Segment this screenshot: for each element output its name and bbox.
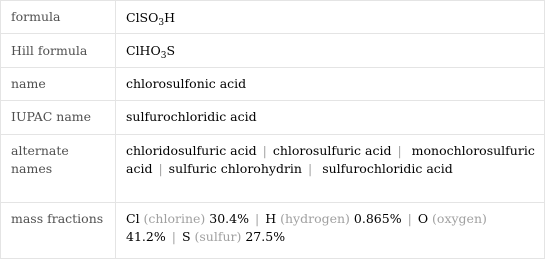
element-symbol: O <box>417 211 429 226</box>
formula-part: ClHO <box>126 43 161 58</box>
row-value-name: chlorosulfonic acid <box>116 68 545 101</box>
mass-fraction-item <box>126 211 249 226</box>
row-label-iupac-name: IUPAC name <box>1 101 116 135</box>
separator: | <box>407 211 412 226</box>
alternate-name: chlorosulfuric acid <box>272 143 392 158</box>
alternate-name: sulfurochloridic acid <box>322 161 453 176</box>
formula-part: H <box>164 10 176 25</box>
mass-fraction-value: 30.4% <box>209 211 249 226</box>
table-row-formula <box>1 1 545 34</box>
alternate-name: chloridosulfuric acid <box>126 143 257 158</box>
row-value-iupac-name: sulfurochloridic acid <box>116 101 545 135</box>
separator: | <box>255 211 260 226</box>
table-row-iupac-name <box>1 101 545 135</box>
mass-fraction-value: 0.865% <box>353 211 402 226</box>
mass-fraction-item <box>265 211 401 226</box>
row-label-name: name <box>1 68 116 101</box>
table-row-hill-formula <box>1 34 545 68</box>
table-row-name <box>1 68 545 101</box>
hill-formula <box>126 43 176 61</box>
row-label-alternate-names: alternate names <box>1 135 116 203</box>
element-name: (sulfur) <box>194 229 242 244</box>
separator: | <box>171 229 176 244</box>
element-symbol: S <box>181 229 191 244</box>
separator: | <box>397 143 402 158</box>
formula-subscript: 3 <box>160 51 167 61</box>
formula-part: ClSO <box>126 10 159 25</box>
alternate-name: monochlorosulfuric acid <box>126 143 535 176</box>
mass-fraction-value: 41.2% <box>126 229 166 244</box>
mass-fraction-item <box>182 229 285 244</box>
row-value-formula <box>116 1 545 34</box>
element-name: (hydrogen) <box>280 211 350 226</box>
table-row-mass-fractions <box>1 203 545 259</box>
element-symbol: H <box>265 211 277 226</box>
separator: | <box>158 161 163 176</box>
formula-subscript: 3 <box>158 18 165 28</box>
separator: | <box>307 161 313 176</box>
separator: | <box>262 143 267 158</box>
mass-fraction-value: 27.5% <box>245 229 286 244</box>
chemical-formula <box>126 10 176 28</box>
row-label-formula: formula <box>1 1 116 34</box>
formula-part: S <box>166 43 176 58</box>
alternate-name: sulfuric chlorohydrin <box>168 161 302 176</box>
row-label-hill-formula: Hill formula <box>1 34 116 68</box>
table-row-alternate-names <box>1 135 545 203</box>
element-symbol: Cl <box>126 211 140 226</box>
row-value-mass-fractions <box>116 203 545 259</box>
row-label-mass-fractions: mass fractions <box>1 203 116 259</box>
element-name: (chlorine) <box>143 211 206 226</box>
row-value-hill-formula <box>116 34 545 68</box>
row-value-alternate-names <box>116 135 545 203</box>
element-name: (oxygen) <box>432 211 487 226</box>
